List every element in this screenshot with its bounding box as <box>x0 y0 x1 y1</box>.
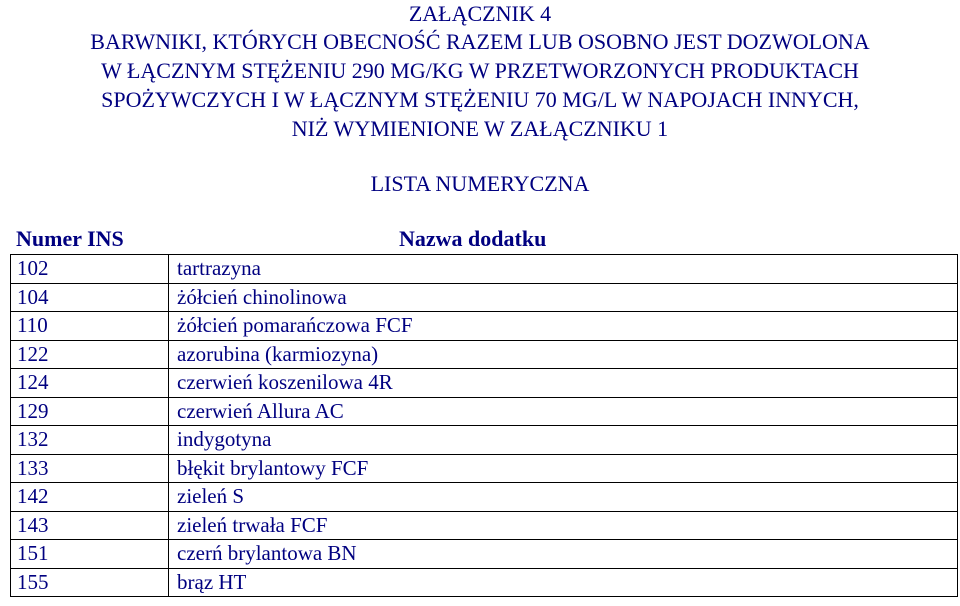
table-row <box>11 511 958 540</box>
additive-name-cell: czerwień koszenilowa 4R <box>169 369 958 398</box>
table-row <box>11 454 958 483</box>
table-row <box>11 426 958 455</box>
title-line-4: NIŻ WYMIENIONE W ZAŁĄCZNIKU 1 <box>291 116 669 141</box>
additive-name-cell: tartrazyna <box>169 255 958 284</box>
ins-number-cell: 142 <box>11 483 169 512</box>
additive-name-cell: zieleń S <box>169 483 958 512</box>
table-row <box>11 255 958 284</box>
additive-name-cell: azorubina (karmiozyna) <box>169 340 958 369</box>
ins-number-cell: 151 <box>11 540 169 569</box>
title-line-2: W ŁĄCZNYM STĘŻENIU 290 MG/KG W PRZETWORZONYCH PRODUKTACH <box>101 58 859 83</box>
table-row <box>11 312 958 341</box>
table-row <box>11 483 958 512</box>
column-header-additive-name: Nazwa dodatku <box>399 226 547 251</box>
additive-name-cell: brąz HT <box>169 568 958 597</box>
ins-number-cell: 129 <box>11 397 169 426</box>
ins-number-cell: 132 <box>11 426 169 455</box>
ins-number-cell: 110 <box>11 312 169 341</box>
additive-name-cell: zieleń trwała FCF <box>169 511 958 540</box>
additive-name-cell: czerń brylantowa BN <box>169 540 958 569</box>
table-row <box>11 568 958 597</box>
list-title: LISTA NUMERYCZNA <box>370 171 590 196</box>
table-row <box>11 540 958 569</box>
table-row <box>11 283 958 312</box>
title-line-1: BARWNIKI, KTÓRYCH OBECNOŚĆ RAZEM LUB OSOBNO JEST DOZWOLONA <box>90 29 870 54</box>
additive-name-cell: indygotyna <box>169 426 958 455</box>
ins-number-cell: 124 <box>11 369 169 398</box>
table-row <box>11 340 958 369</box>
annex-label: ZAŁĄCZNIK 4 <box>408 1 552 26</box>
column-header-ins-number: Numer INS <box>16 226 124 251</box>
additive-name-cell: żółcień chinolinowa <box>169 283 958 312</box>
additive-name-cell: błękit brylantowy FCF <box>169 454 958 483</box>
table-row <box>11 397 958 426</box>
ins-number-cell: 155 <box>11 568 169 597</box>
table-row <box>11 369 958 398</box>
title-line-3: SPOŻYWCZYCH I W ŁĄCZNYM STĘŻENIU 70 MG/L W NAPOJACH INNYCH, <box>101 87 859 112</box>
ins-number-cell: 133 <box>11 454 169 483</box>
ins-number-cell: 143 <box>11 511 169 540</box>
ins-number-cell: 104 <box>11 283 169 312</box>
additive-name-cell: żółcień pomarańczowa FCF <box>169 312 958 341</box>
ins-number-cell: 122 <box>11 340 169 369</box>
additives-table <box>10 254 958 597</box>
ins-number-cell: 102 <box>11 255 169 284</box>
additive-name-cell: czerwień Allura AC <box>169 397 958 426</box>
